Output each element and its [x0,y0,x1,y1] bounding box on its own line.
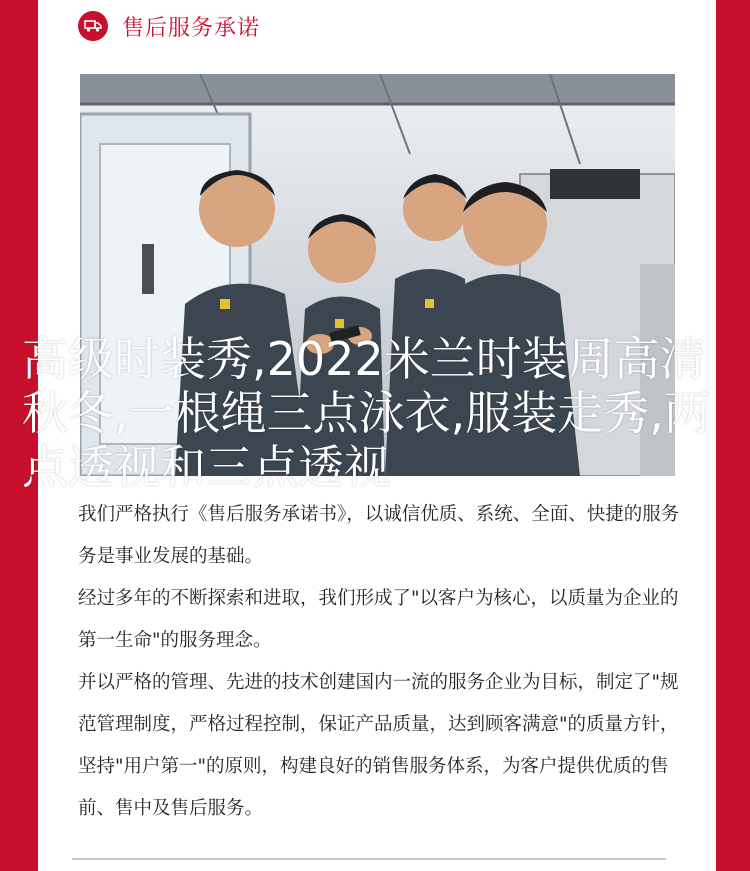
paragraph-1: 我们严格执行《售后服务承诺书》，以诚信优质、系统、全面、快捷的服务务是事业发展的基础。 [78,504,680,567]
section-header [78,8,260,44]
paragraph-2: 经过多年的不断探索和进取，我们形成了"以客户为核心，以质量为企业的第一生命"的服务理念。 [78,588,679,651]
bottom-divider [72,858,666,860]
paragraph-3: 并以严格的管理、先进的技术创建国内一流的服务企业为目标，制定了"规范管理制度，严格过程控制，保证产品质量，达到顾客满意"的质量方针，坚持"用户第一"的原则，构建良好的销售服务体系，为客户提供优质的售前、售中及售后服务。 [78,672,679,819]
delivery-truck-icon [78,11,108,41]
service-commitment-text [78,494,684,830]
overlay-headline: 高级时装秀,2022米兰时装周高清秋冬,一根绳三点泳衣,服装走秀,两点透视和三点透视 [22,332,710,494]
section-title: 售后服务承诺 [122,15,261,41]
